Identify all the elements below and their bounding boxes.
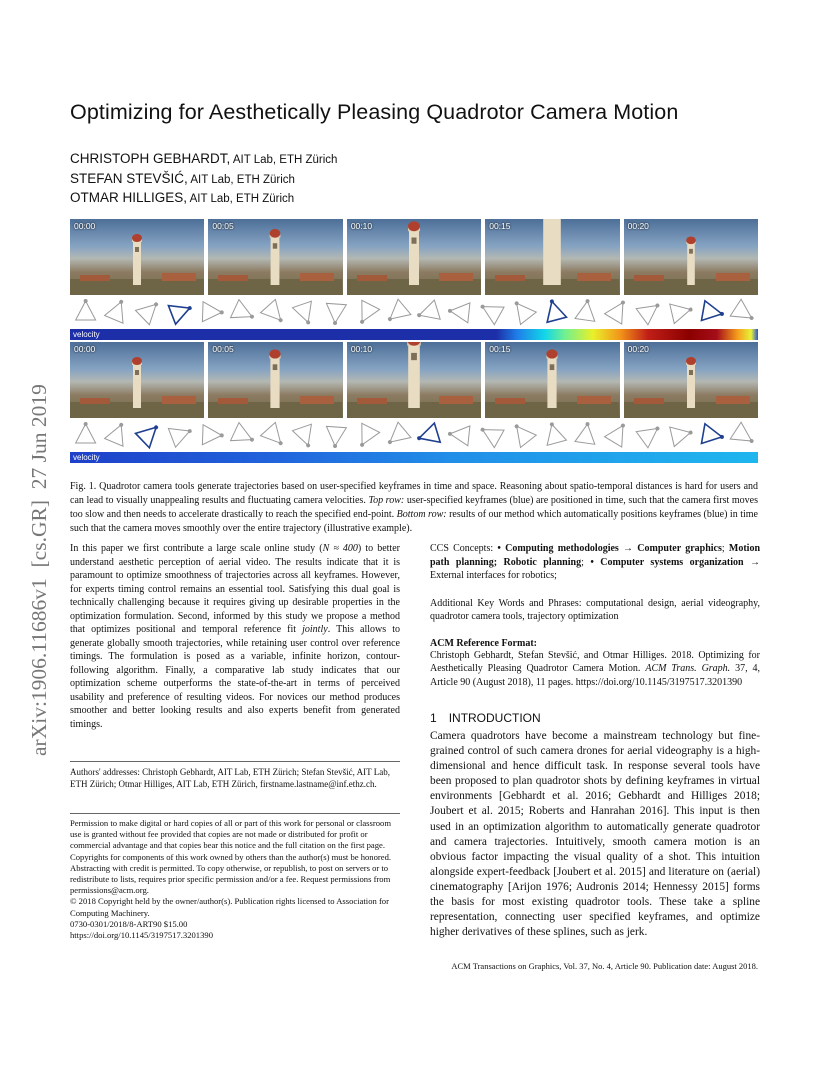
- abstract-text: ) to better understand aesthetic perception of aerial video. The results indicate that it is paramount to optimize smoothness of trajectories across all keyframes. However, for experts timing control remains an essential tool. Satisfying this dual goal is technically challenging because it requires giving up desirable properties in the optimization formulation. Second, informed by this study we propose a method that optimizes positional and temporal reference fit: [70, 543, 400, 635]
- camera-marker: [414, 300, 440, 325]
- velocity-bar-bottom: [70, 452, 758, 463]
- camera-marker: [636, 297, 665, 325]
- frame-timestamp: 00:15: [489, 344, 511, 354]
- ccs-item: • Computer systems organization: [590, 556, 744, 568]
- reference-text: 37, 4, Article 90 (August 2018), 11 pages. https://doi.org/10.1145/3197517.3201390: [430, 663, 761, 688]
- camera-marker: [352, 423, 379, 450]
- video-frame: [347, 342, 481, 418]
- video-frame: [485, 342, 619, 418]
- video-frame: [208, 219, 342, 295]
- video-frame: [208, 342, 342, 418]
- abstract: [70, 542, 400, 731]
- keyframe-marker-blue: [414, 423, 440, 448]
- frame-timestamp: 00:15: [489, 221, 511, 231]
- camera-marker: [508, 420, 537, 447]
- ccs-head: CCS Concepts:: [430, 543, 498, 554]
- ccs-concepts: [430, 542, 760, 583]
- keyframe-row-bottom: [70, 420, 758, 450]
- video-frame: [624, 342, 758, 418]
- reference-format: [430, 649, 760, 690]
- caption-text: Quadrotor camera tools generate trajectories based on user-specified keyframes in time and space. Reasoning about spatio-temporal distances is hard for users and can lead to visually unappealing results and fluctuating camera velocities.: [70, 481, 759, 506]
- abstract-emphasis: jointly: [302, 624, 328, 635]
- frame-timestamp: 00:20: [627, 344, 649, 354]
- caption-label: Fig. 1.: [70, 481, 97, 492]
- video-frame: [485, 219, 619, 295]
- section-title: INTRODUCTION: [448, 711, 541, 725]
- camera-marker: [575, 421, 598, 445]
- camera-marker: [292, 424, 318, 450]
- author-entry: [70, 170, 337, 190]
- camera-marker: [670, 422, 695, 446]
- keywords: Additional Key Words and Phrases: computational design, aerial videography, quadrotor camera tools, trajectory optimization: [430, 597, 760, 622]
- abstract-text: In this paper we first contribute a large scale online study (: [70, 543, 323, 554]
- velocity-bar-top: [70, 329, 758, 340]
- frame-timestamp: 00:10: [350, 221, 373, 231]
- camera-marker: [605, 420, 633, 447]
- camera-marker: [202, 302, 224, 323]
- frame-timestamp: 00:00: [74, 344, 96, 354]
- frame-timestamp: 00:05: [212, 344, 234, 354]
- camera-marker: [135, 297, 164, 325]
- paper-title: Optimizing for Aesthetically Pleasing Quadrotor Camera Motion: [70, 100, 679, 124]
- abstract-math: N ≈ 400: [322, 543, 358, 554]
- frame-row-bottom: [70, 342, 758, 418]
- author-name: STEFAN STEVŠIĆ,: [70, 170, 188, 186]
- reference-journal: ACM Trans. Graph.: [645, 663, 731, 674]
- copyright-line: © 2018 Copyright held by the owner/author(s). Publication rights licensed to Association for Computing Machinery.: [70, 896, 389, 918]
- figure-caption: [70, 480, 758, 536]
- ccs-item: → External interfaces for robotics;: [430, 556, 760, 581]
- camera-marker: [260, 299, 289, 327]
- authors-addresses: Authors' addresses: Christoph Gebhardt, AIT Lab, ETH Zürich; Stefan Stevšić, AIT Lab, ETH Zürich; Otmar Hilliges, AIT Lab, ETH Zürich, firstname.lastname@inf.ethz.ch.: [70, 761, 400, 790]
- keyframe-marker-blue: [135, 420, 164, 448]
- permission-notice: [70, 813, 400, 941]
- section-number: 1: [430, 711, 437, 725]
- author-affiliation: AIT Lab, ETH Zürich: [187, 173, 295, 186]
- arxiv-identifier: arXiv:1906.11686v1 [cs.GR] 27 Jun 2019: [27, 384, 51, 756]
- author-name: CHRISTOPH GEBHARDT,: [70, 151, 231, 166]
- permission-text: Permission to make digital or hard copies of all or part of this work for personal or classroom use is granted without fee provided that copies are not made or distributed for profit or commercial advantage and that copies bear this notice and the full citation on the first page. Copyrights for components of this work owned by others than the author(s) must be honored. Abstracting with credit is permitted. To copy otherwise, or republish, to post on servers or to redistribute to lists, requires prior specific permission and/or a fee. Request permissions from permissions@acm.org.: [70, 818, 392, 896]
- camera-marker: [476, 297, 504, 325]
- issn-line: 0730-0301/2018/8-ART90 $15.00: [70, 918, 188, 929]
- camera-marker: [231, 300, 258, 327]
- frame-timestamp: 00:20: [627, 221, 649, 231]
- author-affiliation: AIT Lab, ETH Zürich: [187, 193, 295, 205]
- frame-row-top: [70, 219, 758, 295]
- left-column: [70, 542, 400, 731]
- author-entry: [70, 189, 337, 209]
- reference-format-heading: ACM Reference Format:: [430, 637, 537, 649]
- camera-marker: [325, 426, 346, 448]
- camera-marker: [605, 297, 633, 324]
- keyframe-marker-blue: [701, 301, 725, 324]
- author-entry: [70, 150, 337, 170]
- camera-marker: [352, 300, 379, 327]
- camera-marker: [636, 420, 665, 448]
- camera-marker: [168, 421, 195, 447]
- camera-marker: [76, 299, 96, 320]
- page-footer: ACM Transactions on Graphics, Vol. 37, No. 4, Article 90. Publication date: August 2018.: [451, 961, 758, 971]
- ccs-item: • Computing methodologies → Computer graphics: [497, 543, 722, 554]
- frame-timestamp: 00:10: [350, 344, 373, 354]
- caption-text: user-specified keyframes (blue) are positioned in time, such that the camera first moves too slow and then needs to accelerate drastically to reach the specified end-point.: [70, 495, 759, 520]
- camera-marker: [476, 420, 504, 448]
- author-list: [70, 150, 337, 209]
- teaser-figure: [70, 219, 758, 464]
- keyframe-row-top: [70, 297, 758, 327]
- abstract-text: . This allows to generate globally smooth trajectories, while retaining user control over reference timings. The formulation is posed as a variable, infinite horizon, contour-following algorithm. Finally, a comparative lab study indicates that our optimization scheme outperforms the state-of-the-art in terms of perceived usability and preference of resulting videos. For novices our method produces smoother and better looking results and also experts benefit from generated timings.: [70, 624, 400, 730]
- camera-marker: [202, 425, 224, 446]
- camera-marker: [260, 422, 289, 450]
- doi-link[interactable]: https://doi.org/10.1145/3197517.3201390: [70, 930, 213, 941]
- arxiv-stamp: [20, 290, 54, 760]
- video-frame: [70, 342, 204, 418]
- velocity-label: velocity: [73, 453, 100, 462]
- camera-marker: [542, 420, 567, 445]
- author-name: OTMAR HILLIGES,: [70, 190, 188, 205]
- camera-marker: [76, 422, 96, 443]
- video-frame: [347, 219, 481, 295]
- caption-emphasis: Bottom row:: [396, 509, 447, 520]
- video-frame: [624, 219, 758, 295]
- keyframe-marker-blue: [168, 298, 195, 324]
- camera-marker: [447, 424, 470, 446]
- frame-timestamp: 00:00: [74, 221, 96, 231]
- camera-marker: [730, 422, 758, 450]
- camera-marker: [231, 423, 258, 450]
- camera-marker: [105, 420, 132, 446]
- camera-marker: [292, 301, 318, 327]
- frame-timestamp: 00:05: [212, 221, 234, 231]
- camera-marker: [508, 297, 537, 324]
- camera-marker: [447, 301, 470, 323]
- camera-marker: [730, 299, 758, 327]
- camera-marker: [670, 299, 695, 323]
- reference-text: Christoph Gebhardt, Stefan Stevšić, and Otmar Hilliges. 2018. Optimizing for Aesthetically Pleasing Quadrotor Camera Motion.: [430, 649, 760, 674]
- author-affiliation: AIT Lab, ETH Zürich: [230, 154, 338, 166]
- keyframe-marker-blue: [701, 424, 725, 447]
- ccs-separator: ;: [721, 543, 729, 554]
- section-heading-introduction: [430, 711, 541, 725]
- caption-text: results of our method which automatically positions keyframes (blue) in time such that the camera moves smoothly over the entire trajectory (illustrative example).: [70, 509, 758, 534]
- camera-marker: [575, 298, 598, 322]
- velocity-label: velocity: [73, 330, 100, 339]
- camera-marker: [382, 299, 411, 327]
- ccs-separator: ;: [581, 556, 591, 568]
- caption-emphasis: Top row:: [368, 495, 405, 506]
- camera-marker: [105, 297, 132, 323]
- keyframe-marker-blue: [542, 297, 567, 322]
- ccs-item: Motion path planning; Robotic planning: [430, 543, 760, 568]
- introduction-text: Camera quadrotors have become a mainstream technology but fine-grained control of such camera drones for aerial videography is a high-dimensional and hence difficult task. In response several tools have been proposed to plan quadrotor shots by defining keyframes in virtual environments [Gebhardt et al. 2016; Gebhardt and Hilliges 2018; Joubert et al. 2015; Roberts and Hanrahan 2016]. This input is then used in an optimization algorithm to automatically generate quadrotor and camera trajectories. Intuitively, smooth camera motion is an obvious factor impacting the visual quality of a shot. This intuition alongside expert-feedback [Joubert et al. 2015] and literature on (aerial) cinematography [Arijon 1976; Audronis 2014; Hennessy 2015] forms the basis for most existing quadrotor tools. These take a spline representation, connecting user specified keyframes, and optimize higher derivatives of these splines, such as jerk.: [430, 730, 760, 939]
- right-column: [430, 542, 760, 689]
- camera-marker: [382, 422, 411, 450]
- video-frame: [70, 219, 204, 295]
- camera-marker: [325, 303, 346, 325]
